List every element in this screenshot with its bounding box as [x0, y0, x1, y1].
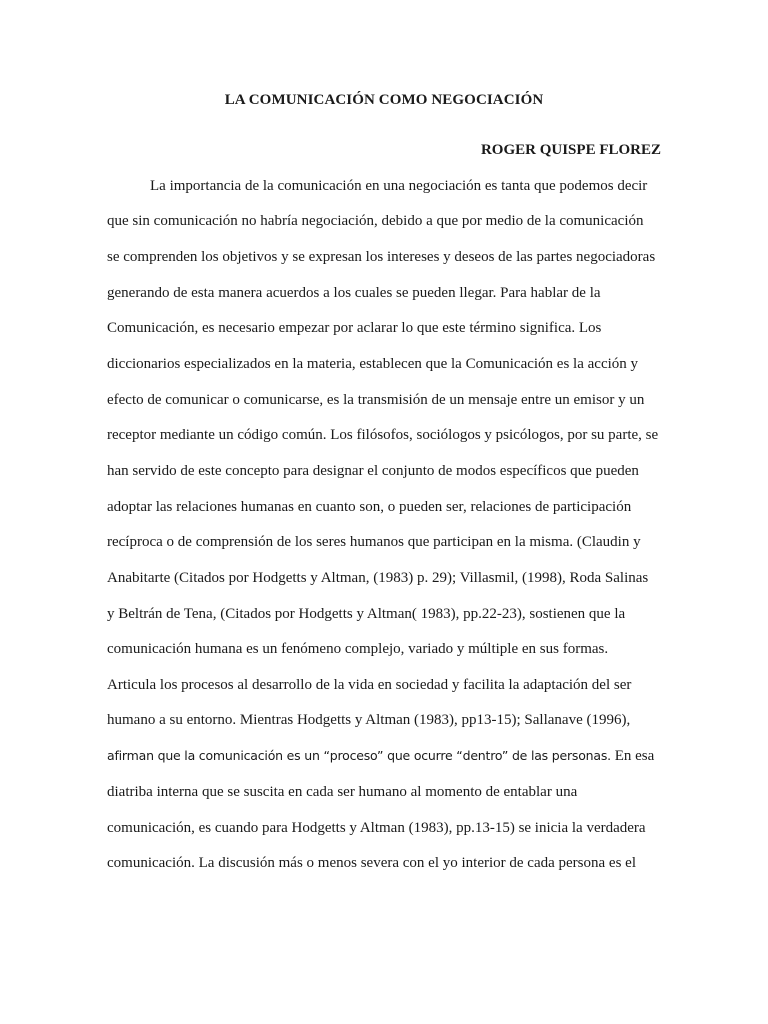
sans-fragment: afirman que la comunicación es un “proceso” que ocurre “dentro” de las personas. [107, 748, 611, 763]
document-title: LA COMUNICACIÓN COMO NEGOCIACIÓN [224, 92, 544, 108]
paragraph-line: Anabitarte (Citados por Hodgetts y Altman, (1983) p. 29); Villasmil, (1998), Roda Salinas [107, 570, 649, 586]
paragraph-line: adoptar las relaciones humanas en cuanto son, o pueden ser, relaciones de participación [107, 499, 632, 515]
paragraph-line: comunicación. La discusión más o menos severa con el yo interior de cada persona es el [107, 855, 636, 871]
paragraph-line: diatriba interna que se suscita en cada ser humano al momento de entablar una [107, 784, 578, 800]
paragraph-line: Articula los procesos al desarrollo de la vida en sociedad y facilita la adaptación del ser [107, 677, 632, 693]
serif-fragment: En esa [610, 748, 655, 764]
paragraph-line: La importancia de la comunicación en una negociación es tanta que podemos decir [150, 178, 648, 194]
paragraph-line: que sin comunicación no habría negociación, debido a que por medio de la comunicación [107, 213, 644, 229]
paragraph-line: comunicación humana es un fenómeno complejo, variado y múltiple en sus formas. [107, 641, 609, 657]
paragraph-line: humano a su entorno. Mientras Hodgetts y Altman (1983), pp13-15); Sallanave (1996), [107, 712, 631, 728]
paragraph-line: comunicación, es cuando para Hodgetts y Altman (1983), pp.13-15) se inicia la verdadera [107, 820, 646, 836]
paragraph-line: efecto de comunicar o comunicarse, es la transmisión de un mensaje entre un emisor y un [107, 392, 645, 408]
paragraph-line: generando de esta manera acuerdos a los cuales se pueden llegar. Para hablar de la [107, 285, 601, 301]
paragraph-line: y Beltrán de Tena, (Citados por Hodgetts y Altman( 1983), pp.22-23), sostienen que la [107, 606, 626, 622]
paragraph-line: recíproca o de comprensión de los seres humanos que participan en la misma. (Claudin y [107, 534, 641, 550]
paragraph-line: han servido de este concepto para designar el conjunto de modos específicos que pueden [107, 463, 639, 479]
paragraph-line: Comunicación, es necesario empezar por aclarar lo que este término significa. Los [107, 320, 602, 336]
paragraph-line: se comprenden los objetivos y se expresan los intereses y deseos de las partes negociadoras [107, 249, 656, 265]
paragraph-line: diccionarios especializados en la materia, establecen que la Comunicación es la acción y [107, 356, 639, 372]
paragraph-line: receptor mediante un código común. Los filósofos, sociólogos y psicólogos, por su parte, se [107, 427, 659, 443]
document-author: ROGER QUISPE FLOREZ [480, 142, 661, 158]
paragraph-line-mixed-font [107, 746, 654, 766]
